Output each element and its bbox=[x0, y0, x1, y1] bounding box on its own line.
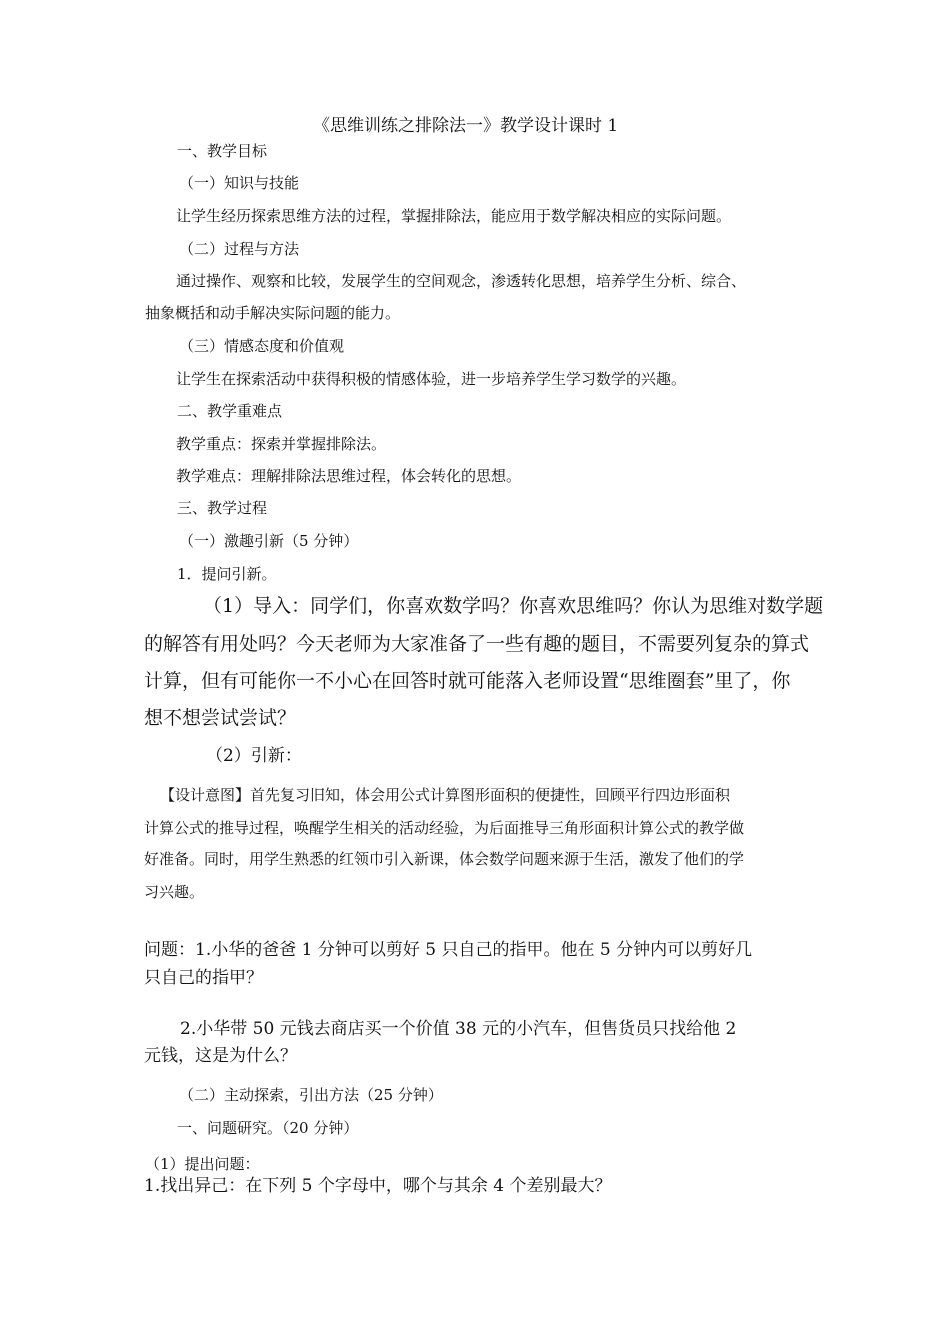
subheading-explore: （二）主动探索，引出方法（25 分钟） bbox=[179, 1086, 443, 1104]
subheading-knowledge: （一）知识与技能 bbox=[179, 174, 300, 192]
intro-line1: （1）导入：同学们，你喜欢数学吗？你喜欢思维吗？你认为思维对数学题 bbox=[203, 595, 824, 617]
question1-line2: 只自己的指甲？ bbox=[144, 968, 263, 988]
item-question-intro: 1．提问引新。 bbox=[177, 565, 277, 583]
intro-line5: （2）引新： bbox=[206, 746, 302, 766]
design-intent-line2: 计算公式的推导过程，唤醒学生相关的活动经验，为后面推导三角形面积计算公式的教学做 bbox=[144, 819, 745, 837]
subheading-attitude: （三）情感态度和价值观 bbox=[179, 337, 345, 355]
design-intent-line3: 好准备。同时，用学生熟悉的红领巾引入新课，体会数学问题来源于生活，激发了他们的学 bbox=[144, 850, 745, 868]
find-odd-one: 1.找出异己：在下列 5 个字母中，哪个与其余 4 个差别最大？ bbox=[144, 1176, 612, 1196]
item-problem-study: 一、问题研究。（20 分钟） bbox=[177, 1119, 359, 1137]
question1-line1: 问题：1.小华的爸爸 1 分钟可以剪好 5 只自己的指甲。他在 5 分钟内可以剪好几 bbox=[144, 940, 753, 960]
subheading-process: （二）过程与方法 bbox=[179, 240, 300, 258]
paragraph-difficulty: 教学难点：理解排除法思维过程，体会转化的思想。 bbox=[176, 467, 522, 485]
section-heading-key-points: 二、教学重难点 bbox=[177, 402, 283, 420]
paragraph-knowledge: 让学生经历探索思维方法的过程，掌握排除法，能应用于数学解决相应的实际问题。 bbox=[176, 207, 732, 225]
section-heading-goals: 一、教学目标 bbox=[177, 142, 268, 160]
design-intent-line1: 【设计意图】首先复习旧知，体会用公式计算图形面积的便捷性，回顾平行四边形面积 bbox=[160, 786, 731, 804]
document-title: 《思维训练之排除法一》教学设计课时 1 bbox=[313, 116, 619, 136]
question2-line1: 2.小华带 50 元钱去商店买一个价值 38 元的小汽车，但售货员只找给他 2 bbox=[180, 1019, 737, 1039]
intro-line2: 的解答有用处吗？今天老师为大家准备了一些有趣的题目，不需要列复杂的算式 bbox=[144, 633, 810, 655]
section-heading-process: 三、教学过程 bbox=[177, 499, 268, 517]
intro-line4: 想不想尝试尝试？ bbox=[144, 707, 297, 729]
question2-line2: 元钱，这是为什么？ bbox=[144, 1046, 297, 1066]
paragraph-process-line2: 抽象概括和动手解决实际问题的能力。 bbox=[145, 304, 401, 322]
raise-question: （1）提出问题： bbox=[145, 1155, 260, 1173]
paragraph-process-line1: 通过操作、观察和比较，发展学生的空间观念，渗透转化思想，培养学生分析、综合、 bbox=[176, 272, 747, 290]
design-intent-line4: 习兴趣。 bbox=[144, 883, 205, 901]
subheading-warmup: （一）激趣引新（5 分钟） bbox=[179, 532, 359, 550]
paragraph-attitude: 让学生在探索活动中获得积极的情感体验，进一步培养学生学习数学的兴趣。 bbox=[176, 370, 687, 388]
paragraph-key-point: 教学重点：探索并掌握排除法。 bbox=[176, 435, 387, 453]
intro-line3: 计算，但有可能你一不小心在回答时就可能落入老师设置“思维圈套”里了，你 bbox=[144, 670, 791, 692]
